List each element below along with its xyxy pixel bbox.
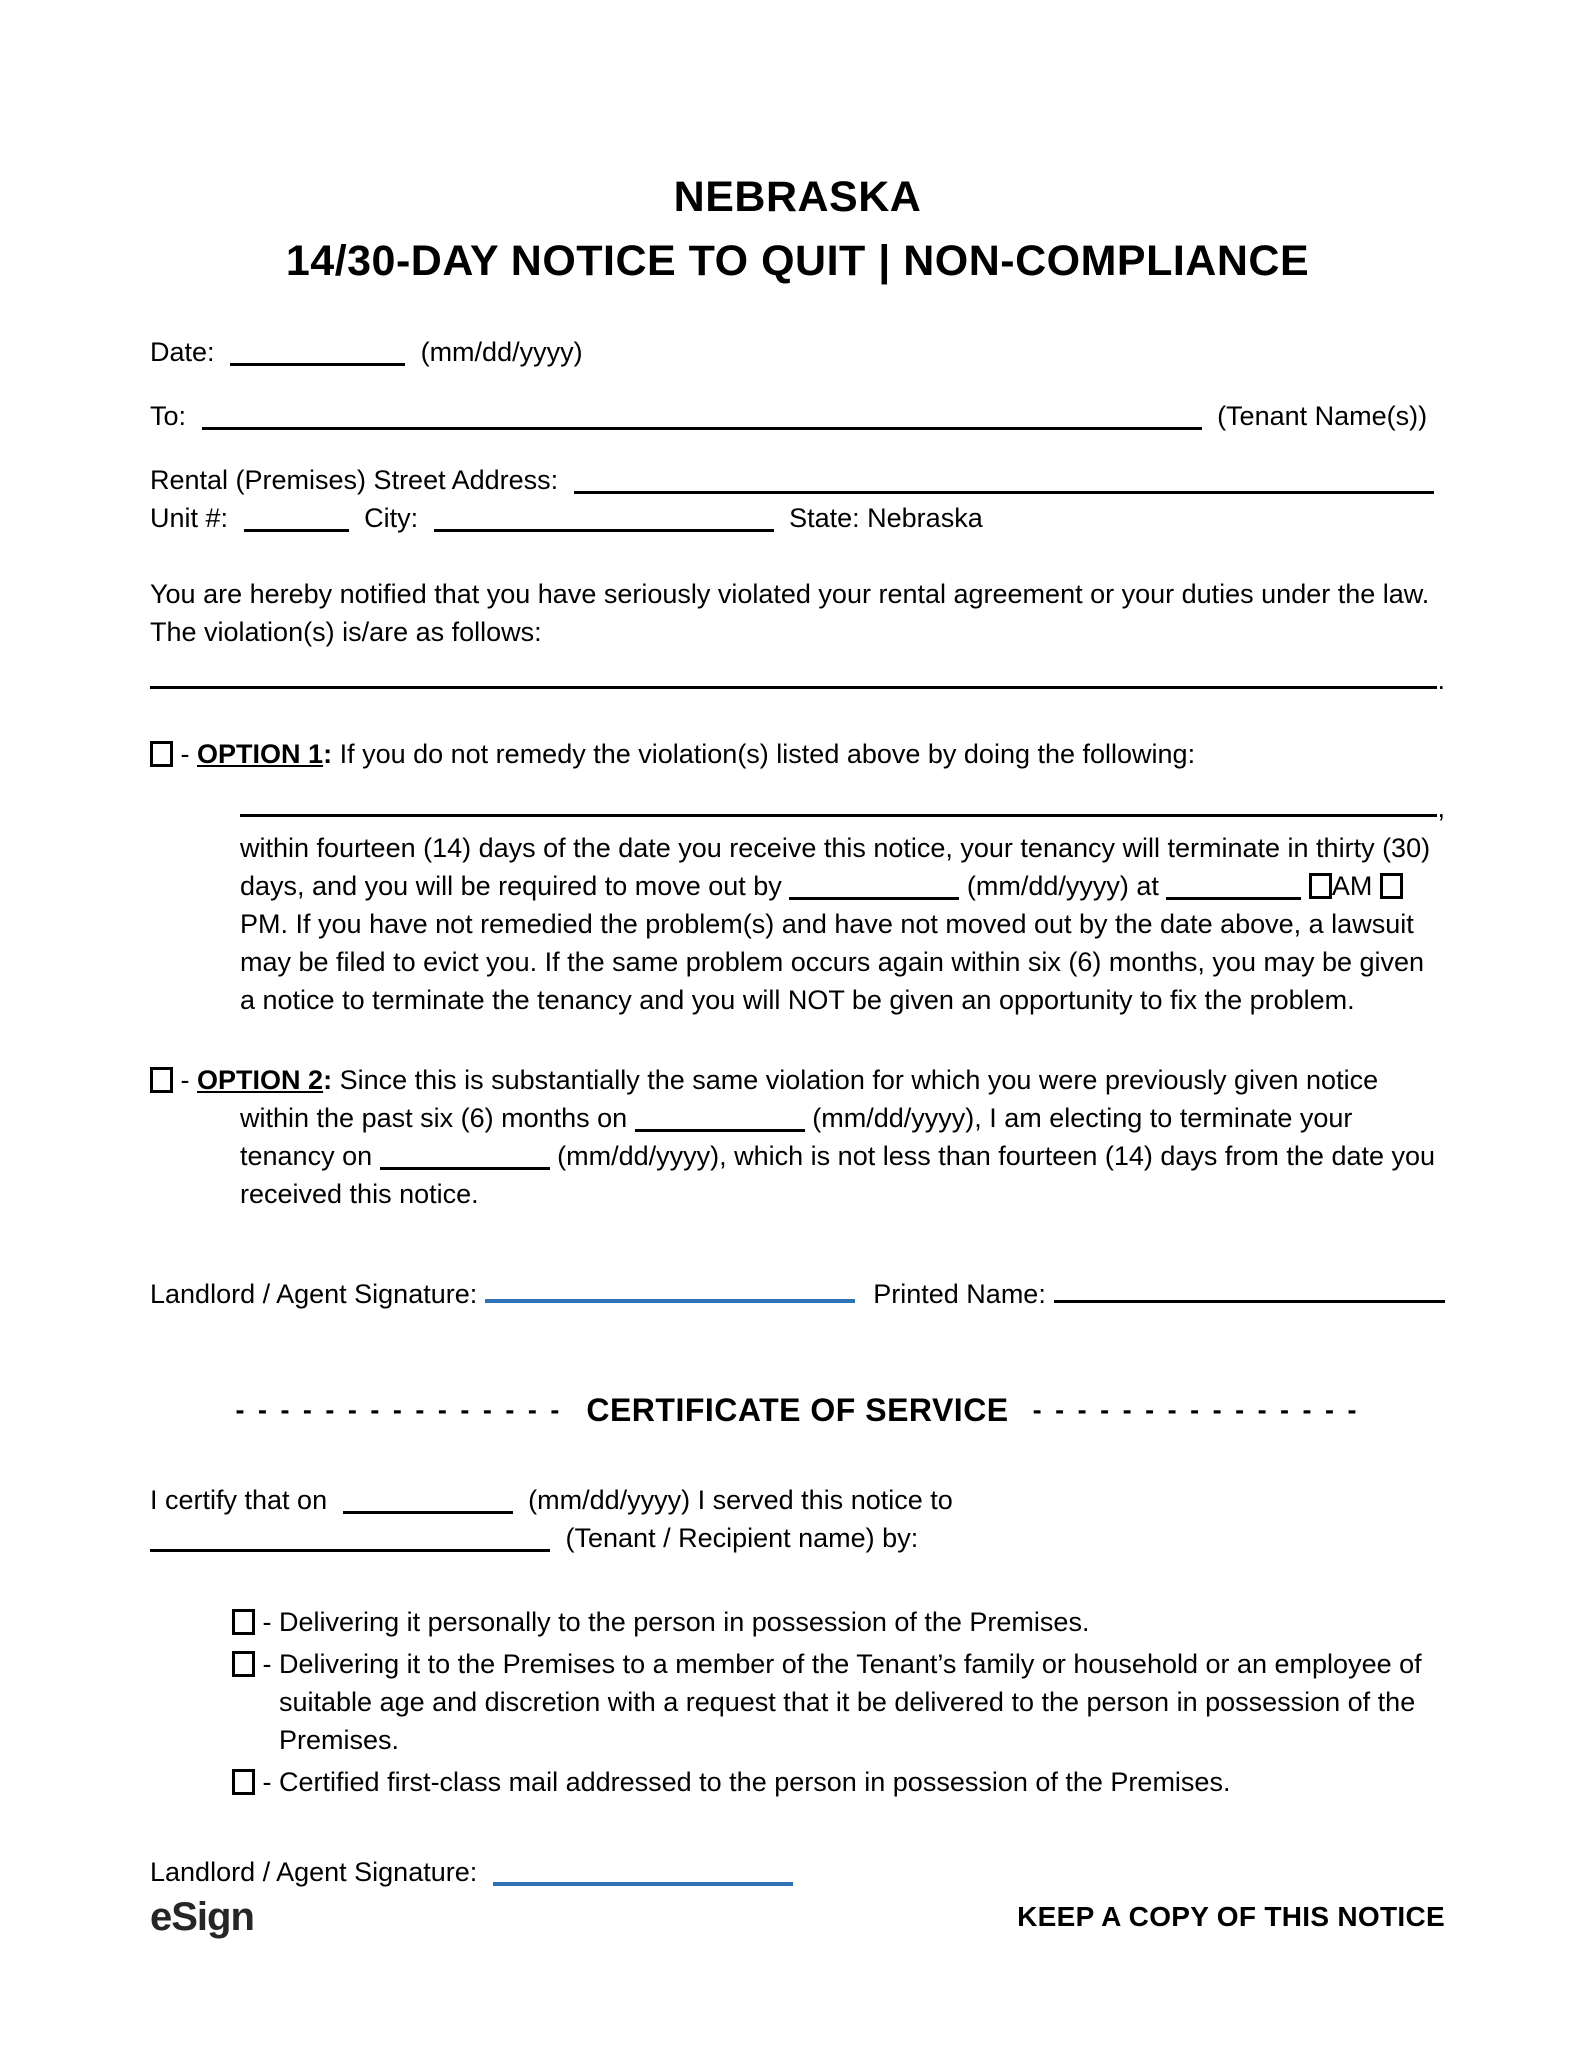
street-address-input[interactable] — [574, 466, 1434, 494]
page-footer — [150, 1895, 1445, 1939]
printed-name-label: Printed Name: — [873, 1279, 1046, 1309]
esign-logo: eSign — [150, 1895, 254, 1939]
city-label: City: — [364, 503, 419, 533]
final-signature-row — [150, 1853, 1445, 1891]
option1-terminator: , — [1437, 793, 1445, 823]
option1-label: OPTION 1 — [197, 739, 324, 769]
tenant-name-input[interactable] — [202, 402, 1202, 430]
method-certified-mail — [232, 1763, 1442, 1801]
address-label: Rental (Premises) Street Address: — [150, 465, 559, 495]
keep-copy-note: KEEP A COPY OF THIS NOTICE — [1017, 1901, 1445, 1932]
certify-line-1 — [150, 1481, 1445, 1519]
option1-blank-row — [240, 789, 1445, 827]
method-3-checkbox[interactable] — [232, 1769, 255, 1795]
certificate-dashes-right: - - - - - - - - - - - - - - - — [1032, 1395, 1360, 1425]
option2-dash: - — [180, 1065, 190, 1095]
recipient-name-input[interactable] — [150, 1524, 550, 1552]
am-label: AM — [1331, 871, 1373, 901]
doc-title-line2: 14/30-DAY NOTICE TO QUIT | NON-COMPLIANCE — [285, 237, 1310, 285]
option1-body-before-date: within fourteen (14) days of the date you receive this notice, your tenancy will terminate in thirty (30) days, and you will be required to move out by — [240, 833, 1431, 901]
option2-label: OPTION 2 — [197, 1065, 324, 1095]
service-methods — [150, 1603, 1445, 1801]
option2-second-date-input[interactable] — [380, 1142, 550, 1170]
option1-body-after-time: If you have not remedied the problem(s) and have not moved out by the date above, a lawsuit may be filed to evict you. If the same problem occurs again within six (6) months, you may be given a notice to terminate the tenancy and you will NOT be given an opportunity to fix the problem. — [240, 909, 1425, 1015]
method-personal-delivery — [232, 1603, 1442, 1641]
city-input[interactable] — [434, 504, 774, 532]
unit-input[interactable] — [244, 504, 349, 532]
am-checkbox[interactable] — [1309, 873, 1332, 899]
certify-line-2 — [150, 1519, 1445, 1557]
option1-dash: - — [180, 739, 190, 769]
option1-body — [240, 829, 1445, 1019]
pm-label: PM. — [240, 909, 289, 939]
violation-intro: You are hereby notified that you have seriously violated your rental agreement or your duties under the law. The violation(s) is/are as follows: — [150, 579, 1430, 647]
option1-after-date: (mm/dd/yyyy) at — [966, 871, 1159, 901]
certify-before-date: I certify that on — [150, 1485, 328, 1515]
certificate-dashes-left: - - - - - - - - - - - - - - - — [235, 1395, 563, 1425]
to-label: To: — [150, 401, 187, 431]
certify-after-recipient: (Tenant / Recipient name) by: — [565, 1523, 919, 1553]
option2-after-second-date: (mm/dd/yyyy), which is not less than fourteen (14) days from the date you received this notice. — [240, 1141, 1436, 1209]
doc-title-line1: NEBRASKA — [673, 173, 922, 221]
to-suffix: (Tenant Name(s)) — [1217, 401, 1428, 431]
method-1-text: Delivering it personally to the person in possession of the Premises. — [279, 1607, 1090, 1637]
certify-after-date: (mm/dd/yyyy) I served this notice to — [528, 1485, 953, 1515]
option1-colon: : — [323, 739, 333, 769]
unit-label: Unit #: — [150, 503, 229, 533]
landlord-signature-input[interactable] — [485, 1275, 855, 1303]
option2-between-dates: (mm/dd/yyyy), I am electing to terminate your tenancy on — [240, 1103, 1353, 1171]
option1-time-input[interactable] — [1166, 872, 1301, 900]
option1-checkbox[interactable] — [150, 741, 173, 767]
option2-colon: : — [323, 1065, 333, 1095]
unit-city-state-row — [150, 499, 1445, 537]
landlord-signature-label: Landlord / Agent Signature: — [150, 1279, 478, 1309]
option2-body-before-first-date: Since this is substantially the same violation for which you were previously given notice within the past six (6) months on — [240, 1065, 1379, 1133]
violation-terminator: . — [1437, 665, 1445, 695]
method-2-dash: - — [262, 1649, 272, 1679]
option1-remedy-input[interactable] — [240, 789, 1437, 817]
option2-checkbox[interactable] — [150, 1067, 173, 1093]
to-row — [150, 397, 1445, 435]
option2-paragraph — [150, 1061, 1445, 1213]
method-3-text: Certified first-class mail addressed to the person in possession of the Premises. — [279, 1767, 1231, 1797]
service-date-input[interactable] — [343, 1486, 513, 1514]
method-1-dash: - — [262, 1607, 272, 1637]
final-signature-input[interactable] — [493, 1858, 793, 1886]
option2-first-date-input[interactable] — [635, 1104, 805, 1132]
option1-intro: If you do not remedy the violation(s) listed above by doing the following: — [339, 739, 1196, 769]
final-signature-label: Landlord / Agent Signature: — [150, 1857, 478, 1887]
certificate-header — [150, 1391, 1445, 1429]
address-row — [150, 461, 1445, 499]
method-2-text: Delivering it to the Premises to a member of the Tenant’s family or household or an employee of suitable age and discretion with a request that it be delivered to the person in possession of the Premises. — [279, 1649, 1422, 1755]
violation-input[interactable] — [150, 661, 1437, 689]
certificate-title: CERTIFICATE OF SERVICE — [586, 1392, 1009, 1428]
date-input[interactable] — [230, 338, 405, 366]
date-format-hint: (mm/dd/yyyy) — [420, 337, 583, 367]
printed-name-input[interactable] — [1054, 1275, 1445, 1303]
signature-row — [150, 1275, 1445, 1313]
pm-checkbox[interactable] — [1380, 873, 1403, 899]
option1-moveout-date-input[interactable] — [789, 872, 959, 900]
method-2-checkbox[interactable] — [232, 1651, 255, 1677]
violation-blank-row — [150, 661, 1445, 699]
option1-head — [150, 735, 1445, 773]
date-label: Date: — [150, 337, 215, 367]
doc-title — [150, 165, 1445, 293]
method-3-dash: - — [262, 1767, 272, 1797]
method-household-delivery — [232, 1645, 1442, 1759]
state-label: State: Nebraska — [789, 503, 983, 533]
date-row — [150, 333, 1445, 371]
method-1-checkbox[interactable] — [232, 1609, 255, 1635]
